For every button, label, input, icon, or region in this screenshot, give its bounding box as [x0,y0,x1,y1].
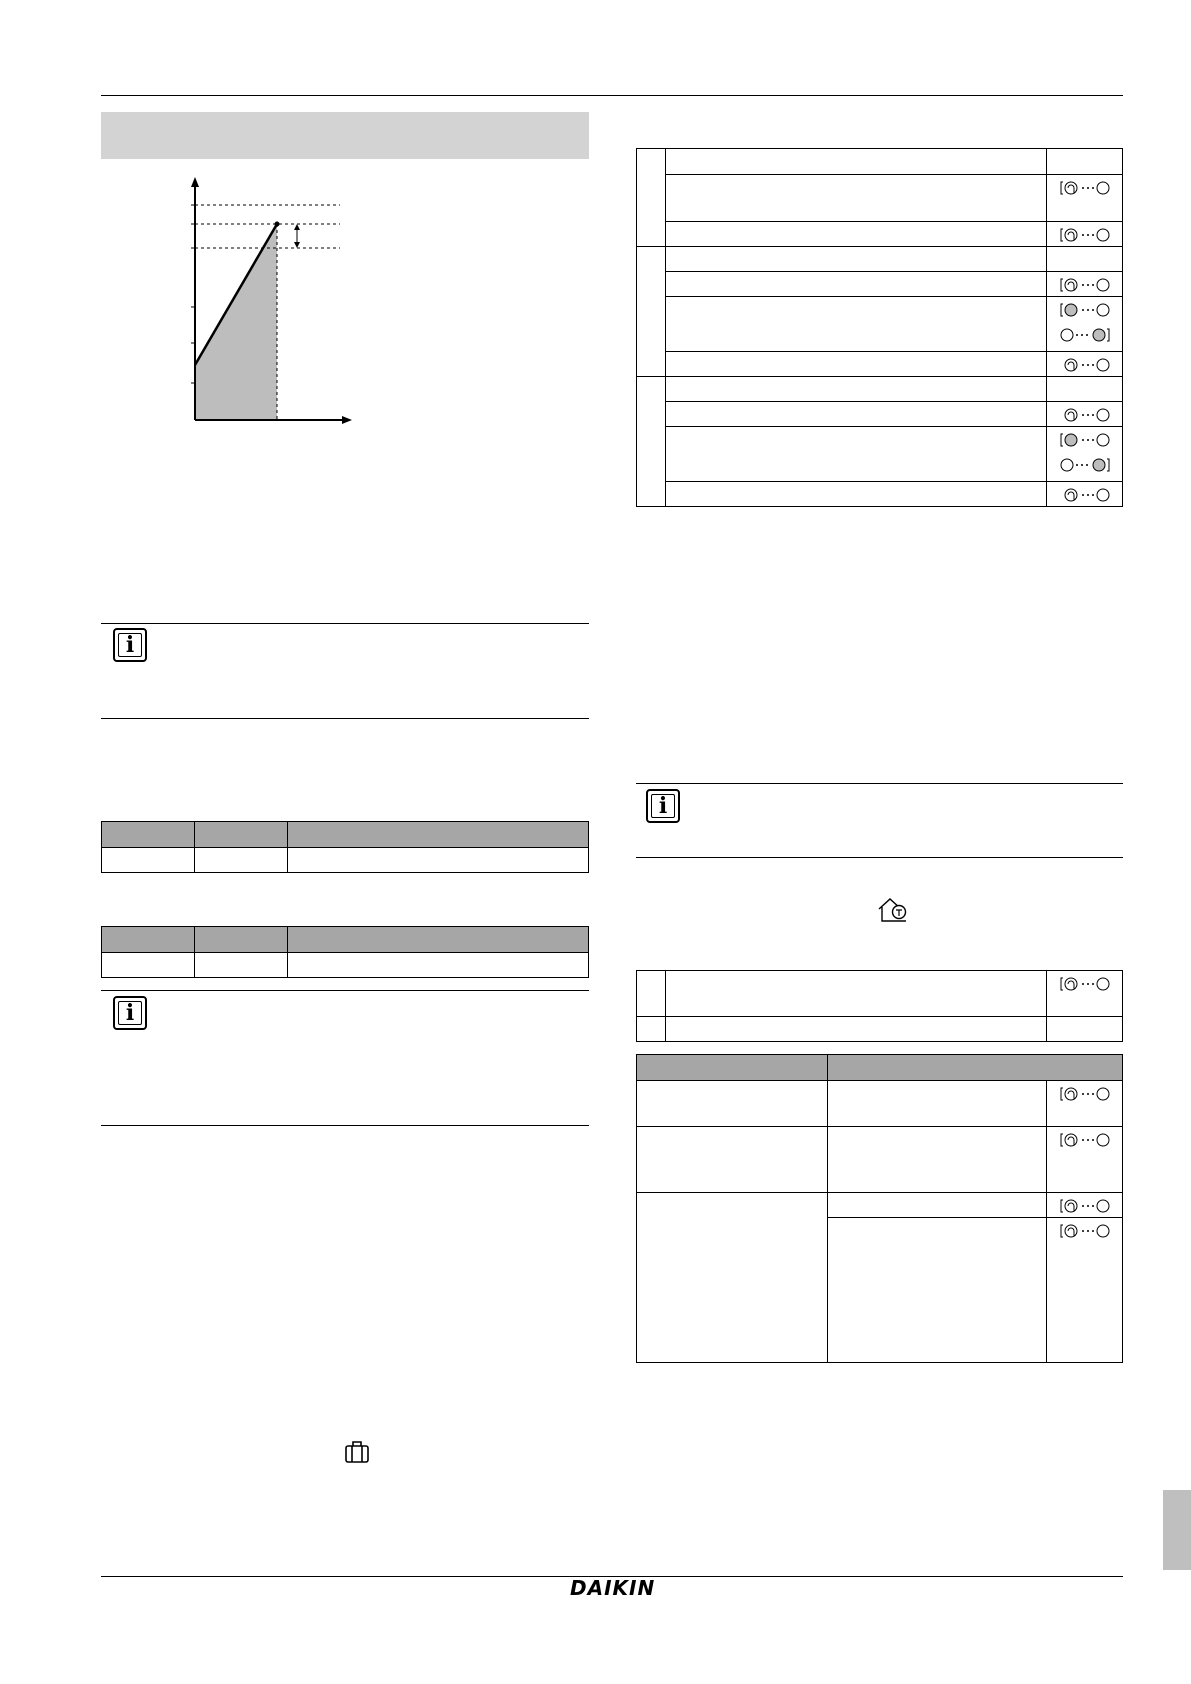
press-button-icon [1059,179,1111,197]
table-row [637,175,1123,222]
info-block-rule [636,783,1123,784]
press-button-icon [1059,1131,1111,1149]
setting-table [101,926,589,978]
turn-left-icon [1059,431,1111,449]
info-block-rule [101,623,589,624]
table-header-row [102,927,589,953]
table-row [637,377,1123,402]
table-row [637,352,1123,377]
press-button-icon [1059,1197,1111,1215]
graph-shaded-area [195,224,277,420]
room-thermostat-icon [877,897,909,923]
holiday-suitcase-icon [344,1440,370,1464]
x-axis-arrow [342,416,352,424]
info-icon: i [113,628,147,662]
info-icon: i [113,996,147,1030]
turn-right-icon [1059,456,1111,474]
temperature-curve-graph [170,175,360,430]
table-row [637,427,1123,482]
info-block-rule [101,1125,589,1126]
section-title-band [101,112,589,159]
setting-table [636,970,1123,1042]
table-row [637,247,1123,272]
table-row [637,1081,1123,1127]
turn-left-icon [1059,301,1111,319]
press-button-icon [1059,486,1111,504]
info-block-rule [636,857,1123,858]
table-row [637,1127,1123,1193]
table-row [637,482,1123,507]
table-row [637,402,1123,427]
info-icon: i [646,789,680,823]
table-row [637,1017,1123,1042]
table-row [637,149,1123,175]
press-button-icon [1059,356,1111,374]
table-row [637,1193,1123,1218]
table-row [102,953,589,978]
turn-right-icon [1059,326,1111,344]
y-axis-arrow [191,177,199,187]
table-header-row [102,822,589,848]
language-side-tab [1163,1490,1191,1570]
press-button-icon [1059,406,1111,424]
table-row [102,848,589,873]
press-button-icon [1059,276,1111,294]
table-row [637,222,1123,247]
table-row [637,297,1123,352]
header-rule [101,95,1123,96]
press-button-icon [1059,975,1111,993]
hysteresis-arrow-head [294,242,300,248]
overview-table [636,1054,1123,1363]
table-row [637,272,1123,297]
hysteresis-arrow-head [294,224,300,230]
info-block-rule [101,990,589,991]
info-block-rule [101,718,589,719]
table-row [637,971,1123,1017]
daikin-logo: DAIKIN [570,1576,656,1600]
setting-table [101,821,589,873]
press-button-icon [1059,1085,1111,1103]
table-header-row [637,1055,1123,1081]
curve-end-point [275,222,280,227]
remote-controller-table [636,148,1123,507]
press-button-icon [1059,226,1111,244]
press-button-icon [1059,1222,1111,1240]
